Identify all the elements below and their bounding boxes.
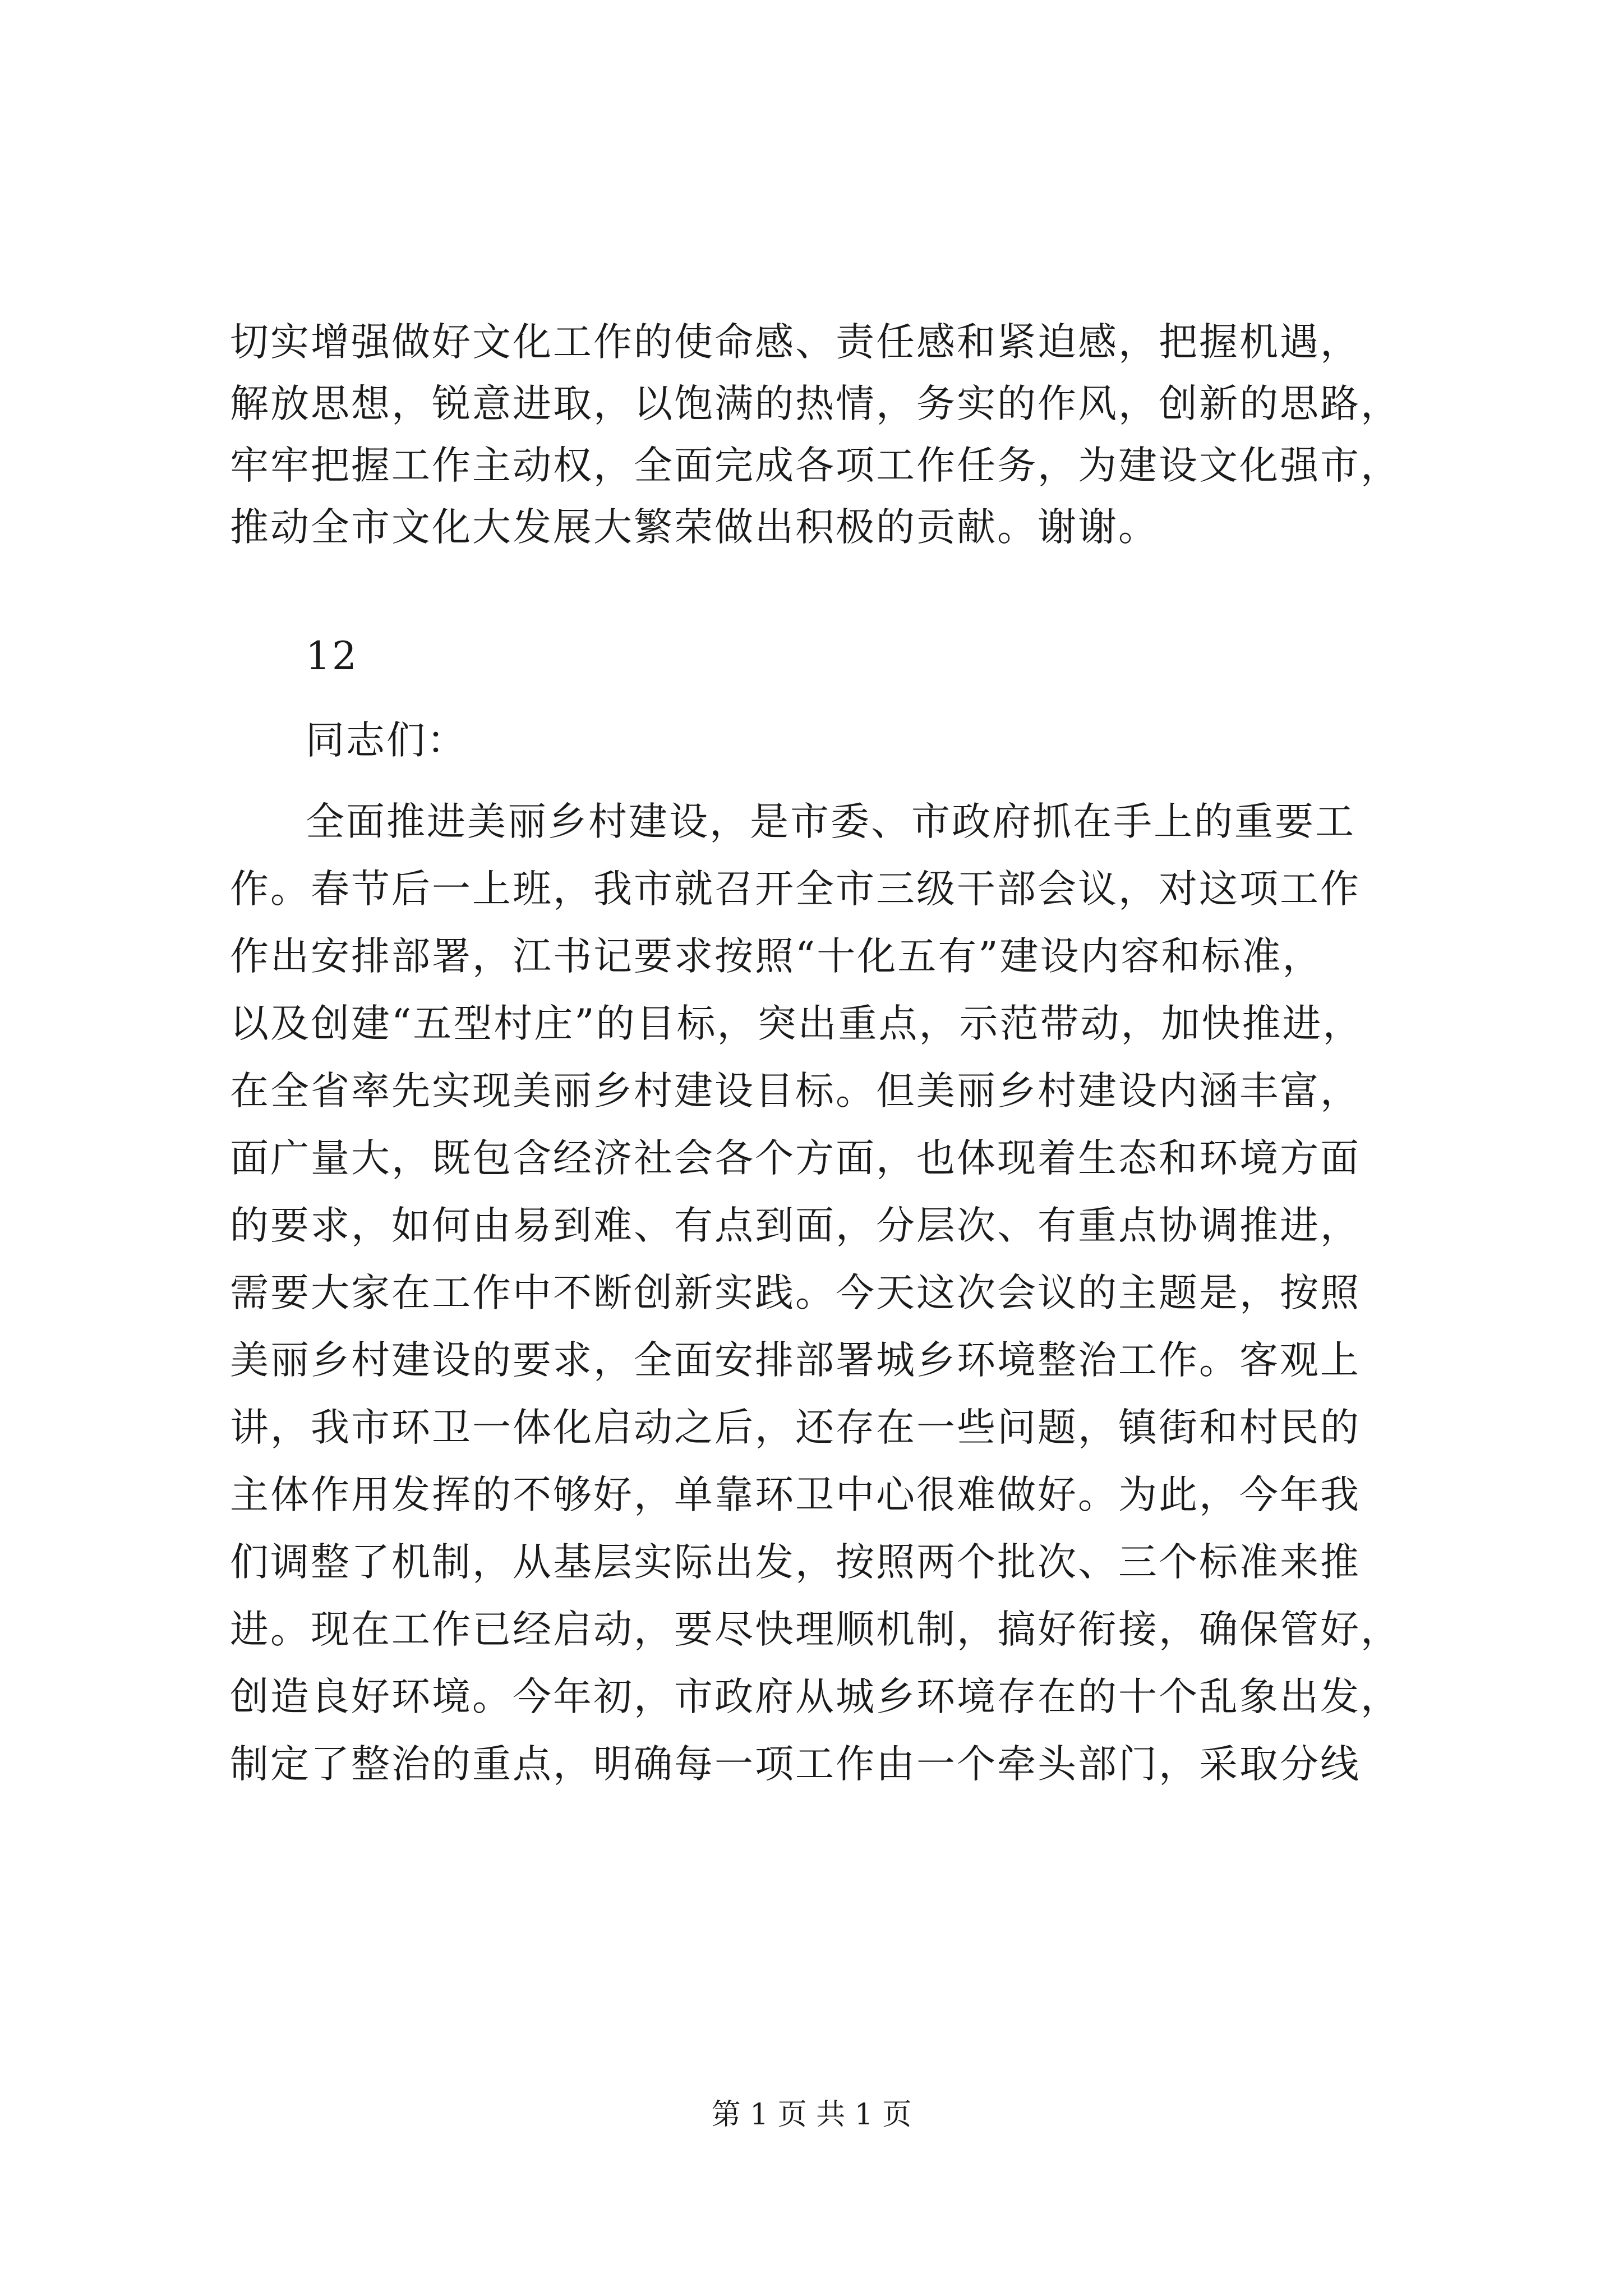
paragraph-line: 切实增强做好文化工作的使命感、责任感和紧迫感，把握机遇， (230, 320, 1361, 365)
paragraph-line: 美丽乡村建设的要求，全面安排部署城乡环境整治工作。客观上 (230, 1338, 1361, 1383)
paragraph-line: 面广量大，既包含经济社会各个方面，也体现着生态和环境方面 (230, 1136, 1361, 1181)
paragraph-line: 主体作用发挥的不够好，单靠环卫中心很难做好。为此，今年我 (230, 1473, 1361, 1517)
paragraph-line: 牢牢把握工作主动权，全面完成各项工作任务，为建设文化强市， (230, 443, 1401, 488)
paragraph-line: 以及创建“五型村庄”的目标，突出重点，示范带动，加快推进， (230, 1001, 1363, 1046)
paragraph-line: 推动全市文化大发展大繁荣做出积极的贡献。谢谢。 (230, 505, 1159, 550)
paragraph-line: 全面推进美丽乡村建设，是市委、市政府抓在手上的重要工 (306, 799, 1355, 844)
paragraph-line: 解放思想，锐意进取，以饱满的热情，务实的作风，创新的思路， (230, 381, 1401, 426)
section-number: 12 (306, 634, 358, 679)
paragraph-line: 作出安排部署，江书记要求按照“十化五有”建设内容和标准， (230, 934, 1323, 979)
paragraph-line: 创造良好环境。今年初，市政府从城乡环境存在的十个乱象出发， (230, 1674, 1401, 1719)
salutation: 同志们： (306, 718, 467, 763)
paragraph-line: 的要求，如何由易到难、有点到面，分层次、有重点协调推进， (230, 1203, 1361, 1248)
paragraph-line: 讲，我市环卫一体化启动之后，还存在一些问题，镇街和村民的 (230, 1405, 1361, 1450)
paragraph-line: 进。现在工作已经启动，要尽快理顺机制，搞好衔接，确保管好， (230, 1607, 1401, 1652)
page-footer: 第 1 页 共 1 页 (711, 2098, 912, 2132)
paragraph-line: 需要大家在工作中不断创新实践。今天这次会议的主题是，按照 (230, 1271, 1361, 1315)
paragraph-line: 们调整了机制，从基层实际出发，按照两个批次、三个标准来推 (230, 1540, 1361, 1585)
paragraph-line: 作。春节后一上班，我市就召开全市三级干部会议，对这项工作 (230, 867, 1361, 912)
paragraph-line: 在全省率先实现美丽乡村建设目标。但美丽乡村建设内涵丰富， (230, 1069, 1361, 1114)
paragraph-line: 制定了整治的重点，明确每一项工作由一个牵头部门，采取分线 (230, 1742, 1361, 1787)
